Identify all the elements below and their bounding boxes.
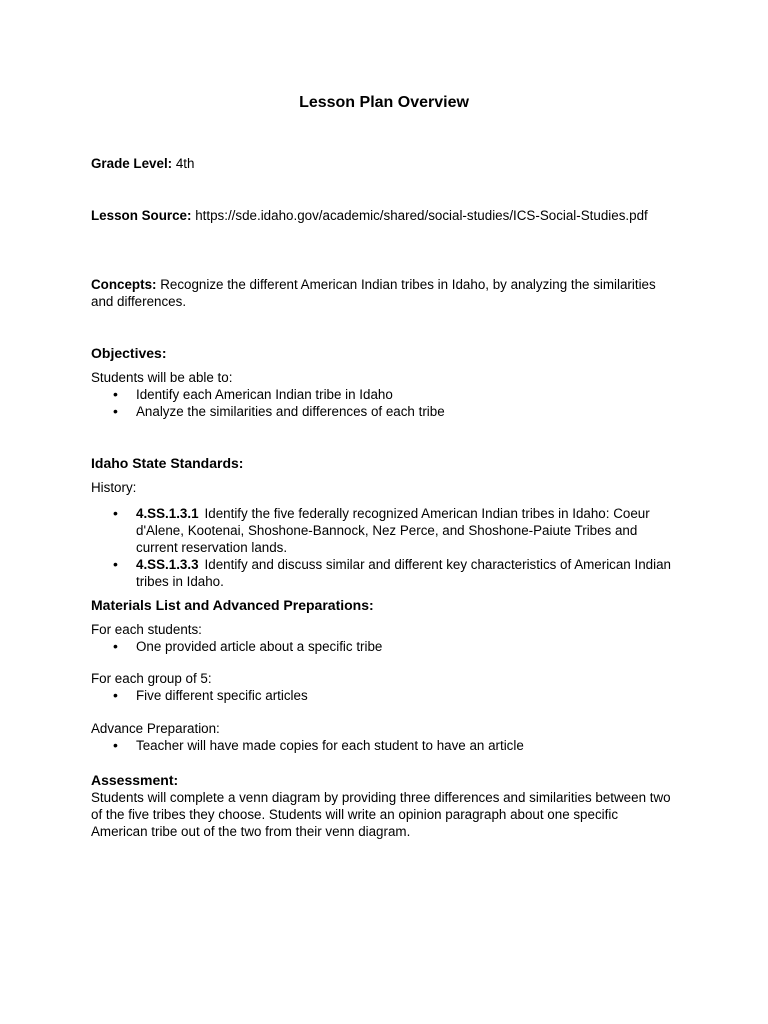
objectives-section [91, 344, 671, 420]
objectives-heading: Objectives: [91, 345, 167, 361]
standard-item [91, 556, 671, 590]
standard-text: Identify the five federally recognized American Indian tribes in Idaho: Coeur d'Alene, Kootenai, Shoshone-Bannock, Nez Perce, and Shoshone-Paiute Tribes and current reservation lands. [136, 506, 650, 555]
each-student-label: For each students: [91, 622, 202, 637]
standards-list [91, 505, 671, 590]
list-item: • Identify each American Indian tribe in Idaho [91, 386, 671, 403]
concepts [91, 276, 671, 310]
each-student-list [91, 638, 671, 655]
objectives-list [91, 386, 671, 420]
list-item: • Analyze the similarities and differences of each tribe [91, 403, 671, 420]
materials-section [91, 596, 671, 754]
each-group-label: For each group of 5: [91, 671, 212, 686]
advance-prep-label: Advance Preparation: [91, 721, 220, 736]
page-title: Lesson Plan Overview [299, 94, 469, 111]
lesson-source-value: https://sde.idaho.gov/academic/shared/social-studies/ICS-Social-Studies.pdf [195, 208, 648, 223]
lesson-source [91, 207, 671, 224]
materials-heading: Materials List and Advanced Preparations: [91, 597, 374, 613]
concepts-value: Recognize the different American Indian tribes in Idaho, by analyzing the similarities and differences. [91, 277, 656, 309]
standards-section [91, 454, 671, 590]
objectives-intro: Students will be able to: [91, 370, 233, 385]
each-group-list [91, 687, 671, 704]
assessment-heading: Assessment: [91, 772, 179, 788]
standards-subject: History: [91, 480, 137, 495]
grade-level-label: Grade Level: [91, 156, 173, 171]
assessment-text: Students will complete a venn diagram by providing three differences and similarities between two of the five tribes they choose. Students will write an opinion paragraph about one specific American tribe out of the two from their venn diagram. [91, 790, 671, 839]
list-item: • Five different specific articles [91, 687, 671, 704]
standard-text: Identify and discuss similar and different key characteristics of American Indian tribes in Idaho. [136, 557, 671, 589]
standard-item [91, 505, 671, 556]
standard-code: 4.SS.1.3.1 [136, 506, 199, 521]
standard-code: 4.SS.1.3.3 [136, 557, 199, 572]
list-item: • Teacher will have made copies for each student to have an article [91, 737, 671, 754]
advance-prep-list [91, 737, 671, 754]
list-item: • One provided article about a specific tribe [91, 638, 671, 655]
lesson-source-label: Lesson Source: [91, 208, 192, 223]
concepts-label: Concepts: [91, 277, 157, 292]
grade-level-value: 4th [175, 156, 195, 171]
grade-level [91, 155, 671, 172]
assessment-section [91, 771, 671, 840]
standards-heading: Idaho State Standards: [91, 455, 244, 471]
